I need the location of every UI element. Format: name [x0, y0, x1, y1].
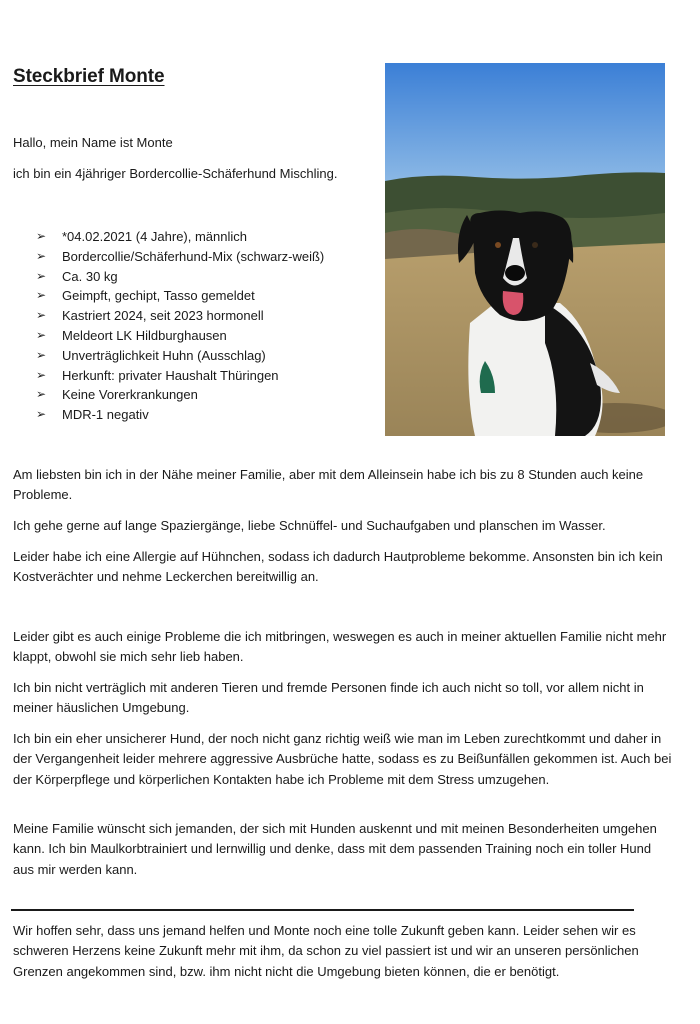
- paragraph-walks: Ich gehe gerne auf lange Spaziergänge, liebe Schnüffel- und Suchaufgaben und planschen im Wasser.: [13, 518, 606, 533]
- arrow-bullet-icon: ➢: [36, 288, 47, 303]
- fact-text: Bordercollie/Schäferhund-Mix (schwarz-weiß): [62, 248, 325, 264]
- fact-item: [36, 267, 324, 287]
- dog-photo-illustration: [385, 63, 665, 436]
- fact-text: Ca. 30 kg: [62, 268, 118, 284]
- dog-photo: [385, 63, 665, 436]
- paragraph-requirements: Meine Familie wünscht sich jemanden, der sich mit Hunden auskennt und mit meinen Besonderheiten umgehen kann. Ich bin Maulkorbtrainiert und lernwillig und denke, dass mit dem passenden Training noch ein toller Hund aus mir werden kann.: [13, 821, 657, 877]
- fact-item: [36, 286, 324, 306]
- fact-item: [36, 346, 324, 366]
- paragraph-allergy: Leider habe ich eine Allergie auf Hühnchen, sodass ich dadurch Hautprobleme bekomme. Ansonsten bin ich kein Kostverächter und nehme Leckerchen bereitwillig an.: [13, 549, 663, 585]
- fact-text: Unverträglichkeit Huhn (Ausschlag): [62, 347, 266, 363]
- paragraph-closing: Wir hoffen sehr, dass uns jemand helfen und Monte noch eine tolle Zukunft geben kann. Leider sehen wir es schweren Herzens keine Zukunft mehr mit ihm, da schon zu viel passiert ist und wir an unseren persönlichen Grenzen angekommen sind, bzw. ihm nicht nicht die Umgebung bieten können, die er benötigt.: [13, 923, 639, 979]
- arrow-bullet-icon: ➢: [36, 248, 47, 263]
- arrow-bullet-icon: ➢: [36, 367, 47, 382]
- arrow-bullet-icon: ➢: [36, 229, 47, 243]
- fact-item: [36, 247, 324, 267]
- fact-text: MDR-1 negativ: [62, 407, 149, 423]
- paragraph-family: Am liebsten bin ich in der Nähe meiner Familie, aber mit dem Alleinsein habe ich bis zu 8 Stunden auch keine Probleme.: [13, 467, 644, 503]
- arrow-bullet-icon: ➢: [36, 308, 47, 323]
- fact-item: [36, 366, 324, 386]
- paragraph-compatibility: Ich bin nicht verträglich mit anderen Tieren und fremde Personen finde ich auch nicht so toll, vor allem nicht in meiner häuslichen Umgebung.: [13, 680, 644, 716]
- sky: [385, 63, 665, 188]
- fact-item: [36, 306, 324, 326]
- arrow-bullet-icon: ➢: [36, 387, 47, 402]
- horizontal-divider: [11, 909, 634, 911]
- fact-text: Meldeort LK Hildburghausen: [62, 327, 227, 343]
- fact-text: Keine Vorerkrankungen: [62, 387, 198, 403]
- arrow-bullet-icon: ➢: [36, 407, 47, 422]
- arrow-bullet-icon: ➢: [36, 347, 47, 362]
- document-title: Steckbrief Monte: [13, 66, 165, 87]
- facts-list: [36, 227, 324, 425]
- paragraph-problems: Leider gibt es auch einige Probleme die ich mitbringen, weswegen es auch in meiner aktuellen Familie nicht mehr klappt, obwohl sie mich sehr lieb haben.: [13, 629, 667, 665]
- fact-text: *04.02.2021 (4 Jahre), männlich: [62, 229, 248, 244]
- fact-text: Kastriert 2024, seit 2023 hormonell: [62, 308, 264, 324]
- fact-text: Herkunft: privater Haushalt Thüringen: [62, 367, 279, 383]
- arrow-bullet-icon: ➢: [36, 327, 47, 342]
- intro-greeting: Hallo, mein Name ist Monte: [13, 135, 173, 150]
- fact-item: [36, 405, 324, 425]
- fact-text: Geimpft, gechipt, Tasso gemeldet: [62, 288, 255, 304]
- paragraph-behavior: Ich bin ein eher unsicherer Hund, der noch nicht ganz richtig weiß wie man im Leben zurechtkommt und daher in der Vergangenheit leider mehrere aggressive Ausbrüche hatte, sodass es zu Beißunfällen gekommen ist. Auch bei der Körperpflege und körperlichen Kontakten habe ich Probleme mit dem Stress umzugehen.: [13, 731, 672, 787]
- arrow-bullet-icon: ➢: [36, 268, 47, 283]
- fact-item: [36, 326, 324, 346]
- intro-description: ich bin ein 4jähriger Bordercollie-Schäferhund Mischling.: [13, 166, 338, 181]
- dog-nose: [505, 265, 525, 281]
- fact-item: [36, 385, 324, 405]
- fact-item: [36, 227, 324, 247]
